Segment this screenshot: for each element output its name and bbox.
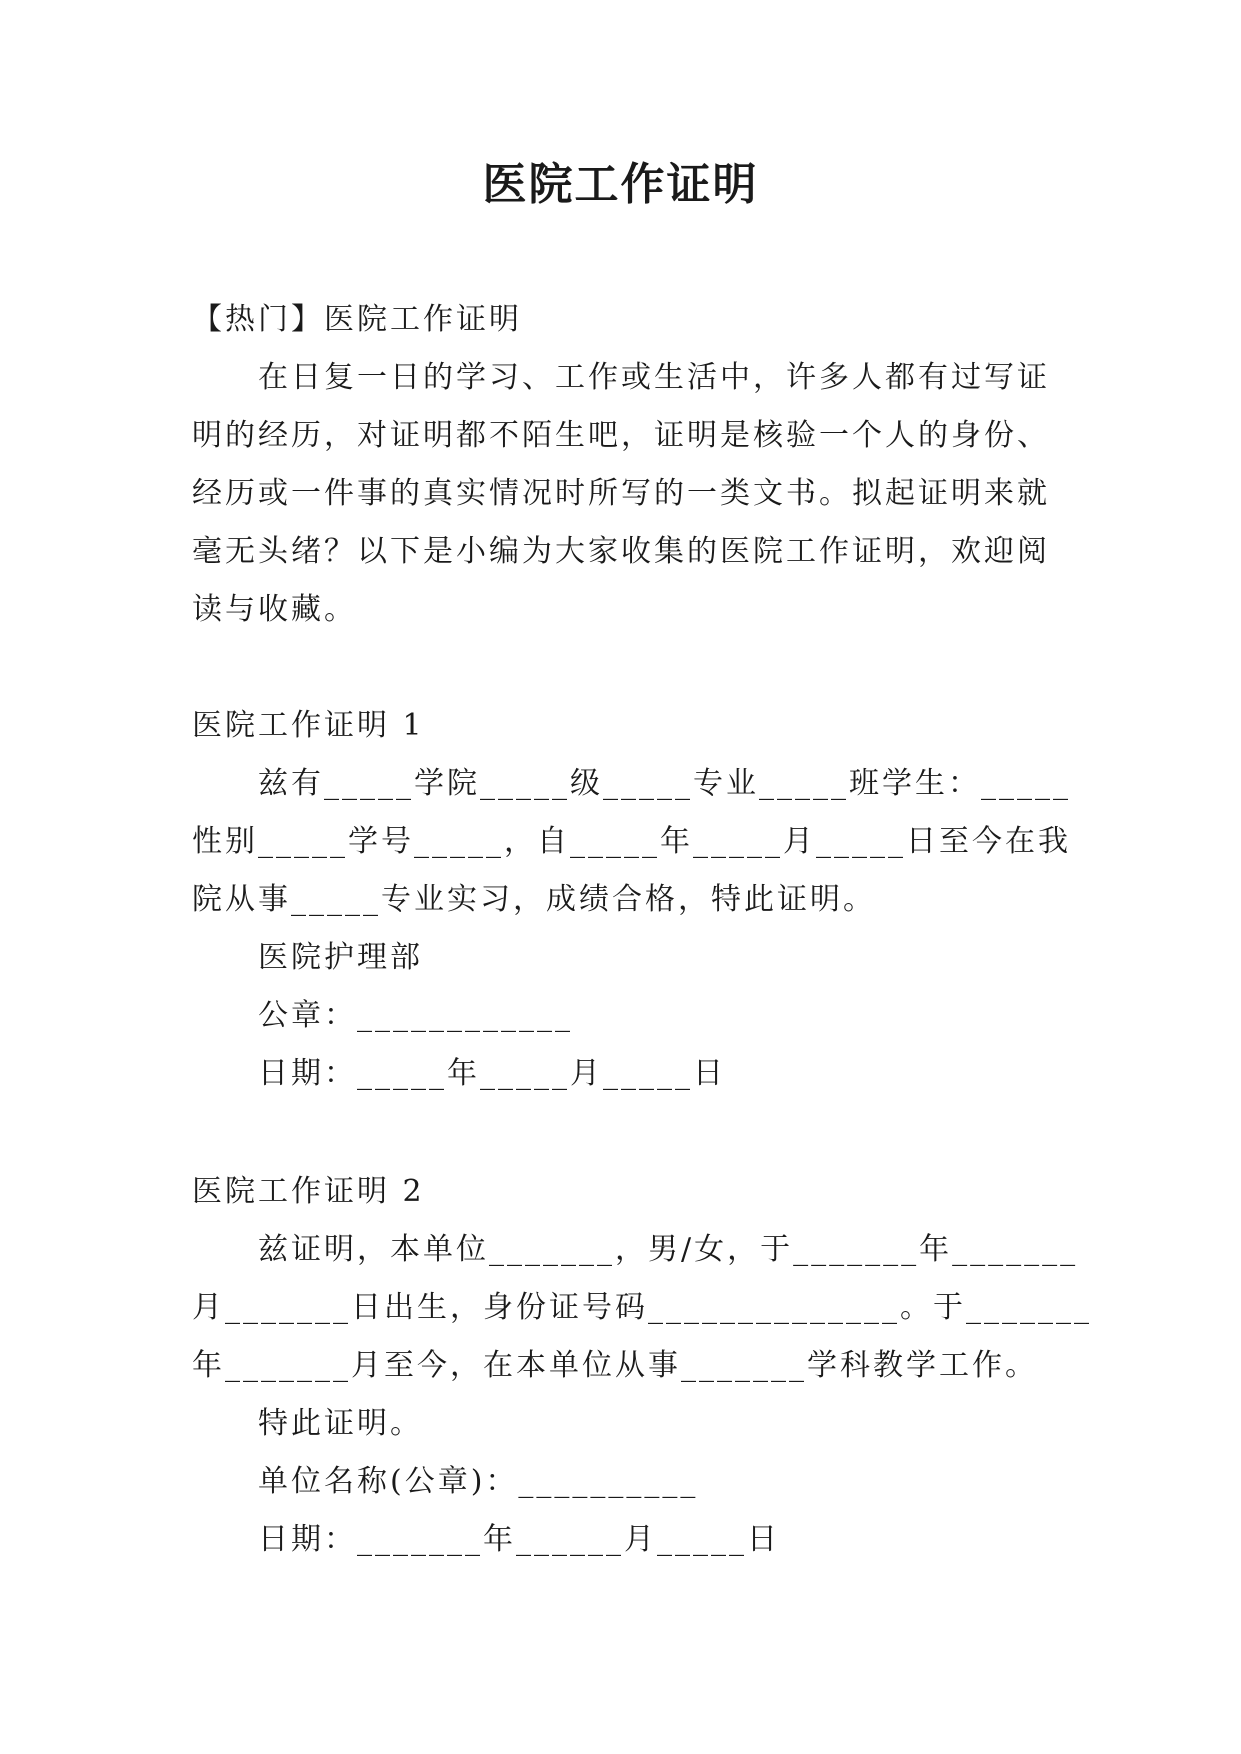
section-2-heading: 医院工作证明 2 <box>192 1174 425 1209</box>
section-1-body-line: 性别_____学号_____，自_____年_____月_____日至今在我 <box>192 824 1071 859</box>
intro-paragraph-line: 经历或一件事的真实情况时所写的一类文书。拟起证明来就 <box>192 476 1050 511</box>
intro-paragraph-line: 在日复一日的学习、工作或生活中，许多人都有过写证 <box>258 360 1050 395</box>
section-1-date-field: 日期：_____年_____月_____日 <box>258 1056 726 1091</box>
section-1-body-line: 兹有_____学院_____级_____专业_____班学生：_____ <box>258 766 1071 801</box>
section-1-heading: 医院工作证明 1 <box>192 708 425 743</box>
intro-paragraph-line: 读与收藏。 <box>192 592 357 627</box>
intro-paragraph-line: 明的经历，对证明都不陌生吧，证明是核验一个人的身份、 <box>192 418 1050 453</box>
section-2-body-line: 月_______日出生，身份证号码______________。于_______ <box>192 1290 1092 1325</box>
section-1-issuer: 医院护理部 <box>258 940 423 975</box>
section-2-date-field: 日期：_______年______月_____日 <box>258 1522 780 1557</box>
section-2-body-line: 年_______月至今，在本单位从事_______学科教学工作。 <box>192 1348 1038 1383</box>
document-title: 医院工作证明 <box>482 159 759 210</box>
section-1-seal-field: 公章：____________ <box>258 998 573 1033</box>
section-1-body-line: 院从事_____专业实习，成绩合格，特此证明。 <box>192 882 876 917</box>
section-2-body-line: 兹证明，本单位_______，男/女，于_______年_______ <box>258 1232 1079 1267</box>
section-2-closing: 特此证明。 <box>258 1406 423 1441</box>
intro-paragraph-line: 毫无头绪？以下是小编为大家收集的医院工作证明，欢迎阅 <box>192 534 1050 569</box>
section-2-unit-field: 单位名称(公章)：__________ <box>258 1464 699 1499</box>
intro-heading: 【热门】医院工作证明 <box>192 302 522 337</box>
